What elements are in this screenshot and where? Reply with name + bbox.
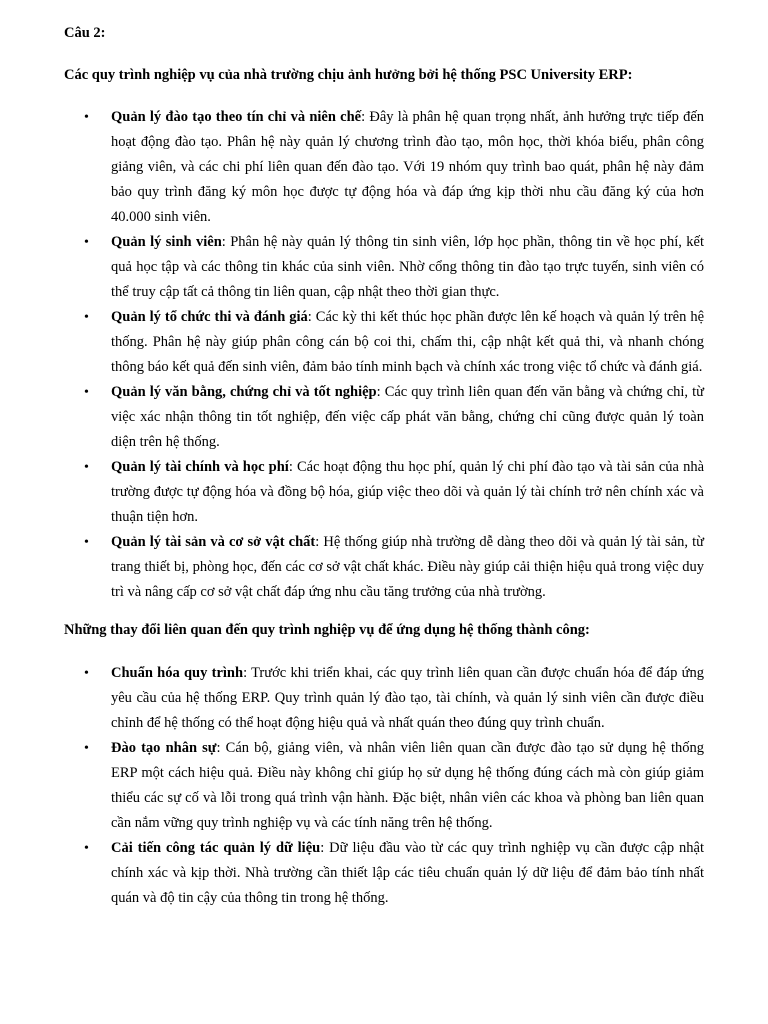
item-text: : Các hoạt động thu học phí, quản lý chi phí đào tạo và tài sản của nhà trường được tự động hóa và đồng bộ hóa, giúp việc theo dõi và quản lý tài chính trở nên chính xác và thuận tiện hơn. (111, 459, 704, 525)
list-item (64, 530, 704, 605)
bullet-icon: • (84, 310, 89, 325)
item-term: Quản lý tài chính và học phí (111, 459, 289, 475)
section-1-heading: Các quy trình nghiệp vụ của nhà trường chịu ảnh hưởng bởi hệ thống PSC University ERP: (64, 67, 633, 83)
list-item (64, 230, 704, 305)
item-term: Quản lý sinh viên (111, 234, 222, 250)
item-text: : Các kỳ thi kết thúc học phần được lên kế hoạch và quản lý trên hệ thống. Phân hệ này giúp phân công cán bộ coi thi, chấm thi, cập nhật kết quả thi, và nhanh chóng thông báo kết quả đến sinh viên, đảm bảo tính minh bạch và chính xác trong việc tổ chức và đánh giá. (111, 309, 705, 375)
bullet-icon: • (84, 535, 89, 550)
list-item (64, 305, 704, 380)
bullet-icon: • (84, 841, 89, 856)
list-item (64, 455, 704, 530)
question-label: Câu 2: (64, 25, 106, 41)
item-text: : Phân hệ này quản lý thông tin sinh viên, lớp học phần, thông tin về học phí, kết quả học tập và các thông tin khác của sinh viên. Nhờ cổng thông tin đào tạo trực tuyến, sinh viên có thể truy cập tất cả thông tin liên quan, cập nhật theo thời gian thực. (111, 234, 704, 300)
list-item (64, 736, 704, 836)
item-term: Đào tạo nhân sự (111, 740, 217, 756)
bullet-icon: • (84, 235, 89, 250)
item-text: : Dữ liệu đầu vào từ các quy trình nghiệp vụ cần được cập nhật chính xác và kịp thời. Nhà trường cần thiết lập các tiêu chuẩn quản lý dữ liệu để đảm bảo tính nhất quán và độ tin cậy của thông tin trong hệ thống. (111, 840, 704, 906)
item-term: Quản lý đào tạo theo tín chỉ và niên chế (111, 109, 362, 125)
section-1-list (64, 105, 704, 605)
item-text: : Các quy trình liên quan đến văn bằng và chứng chỉ, từ việc xác nhận thông tin tốt nghiệp, đến việc cấp phát văn bằng, chứng chỉ cũng được quản lý toàn diện trên hệ thống. (111, 384, 704, 450)
item-term: Chuẩn hóa quy trình (111, 665, 244, 681)
item-term: Quản lý tổ chức thi và đánh giá (111, 309, 308, 325)
bullet-icon: • (84, 666, 89, 681)
bullet-icon: • (84, 110, 89, 125)
bullet-icon: • (84, 385, 89, 400)
item-term: Cải tiến công tác quản lý dữ liệu (111, 840, 321, 856)
list-item (64, 380, 704, 455)
item-text: : Hệ thống giúp nhà trường dễ dàng theo dõi và quản lý tài sản, từ trang thiết bị, phòng học, đến các cơ sở vật chất khác. Điều này giúp cải thiện hiệu quả trong việc duy trì và nâng cấp cơ sở vật chất đáp ứng nhu cầu tăng trưởng của nhà trường. (111, 534, 704, 600)
section-2-list (64, 661, 704, 911)
document-page (64, 22, 704, 911)
item-text: : Đây là phân hệ quan trọng nhất, ảnh hưởng trực tiếp đến hoạt động đào tạo. Phân hệ này quản lý chương trình đào tạo, môn học, thời khóa biểu, phân công giảng viên, và các chi phí liên quan đến đào tạo. Với 19 nhóm quy trình bao quát, phân hệ này đảm bảo quy trình đăng ký môn học được tự động hóa và đáp ứng kịp thời nhu cầu đăng ký của hơn 40.000 sinh viên. (111, 109, 705, 225)
section-2-heading: Những thay đổi liên quan đến quy trình nghiệp vụ để ứng dụng hệ thống thành công: (64, 622, 590, 638)
bullet-icon: • (84, 460, 89, 475)
item-term: Quản lý tài sản và cơ sở vật chất (111, 534, 316, 550)
list-item (64, 105, 704, 230)
bullet-icon: • (84, 741, 89, 756)
list-item (64, 661, 704, 736)
item-term: Quản lý văn bằng, chứng chỉ và tốt nghiệp (111, 384, 377, 400)
item-text: : Trước khi triển khai, các quy trình liên quan cần được chuẩn hóa để đáp ứng yêu cầu của hệ thống ERP. Quy trình quản lý đào tạo, tài chính, và quản lý sinh viên cần được điều chỉnh để hệ thống có thể hoạt động hiệu quả và nhất quán theo đúng quy trình chuẩn. (111, 665, 705, 731)
item-text: : Cán bộ, giảng viên, và nhân viên liên quan cần được đào tạo sử dụng hệ thống ERP một cách hiệu quả. Điều này không chỉ giúp họ sử dụng hệ thống đúng cách mà còn giúp giảm thiểu các sự cố và lỗi trong quá trình vận hành. Đặc biệt, nhân viên các khoa và phòng ban liên quan cần nắm vững quy trình nghiệp vụ và các tính năng trên hệ thống. (111, 740, 704, 831)
list-item (64, 836, 704, 911)
